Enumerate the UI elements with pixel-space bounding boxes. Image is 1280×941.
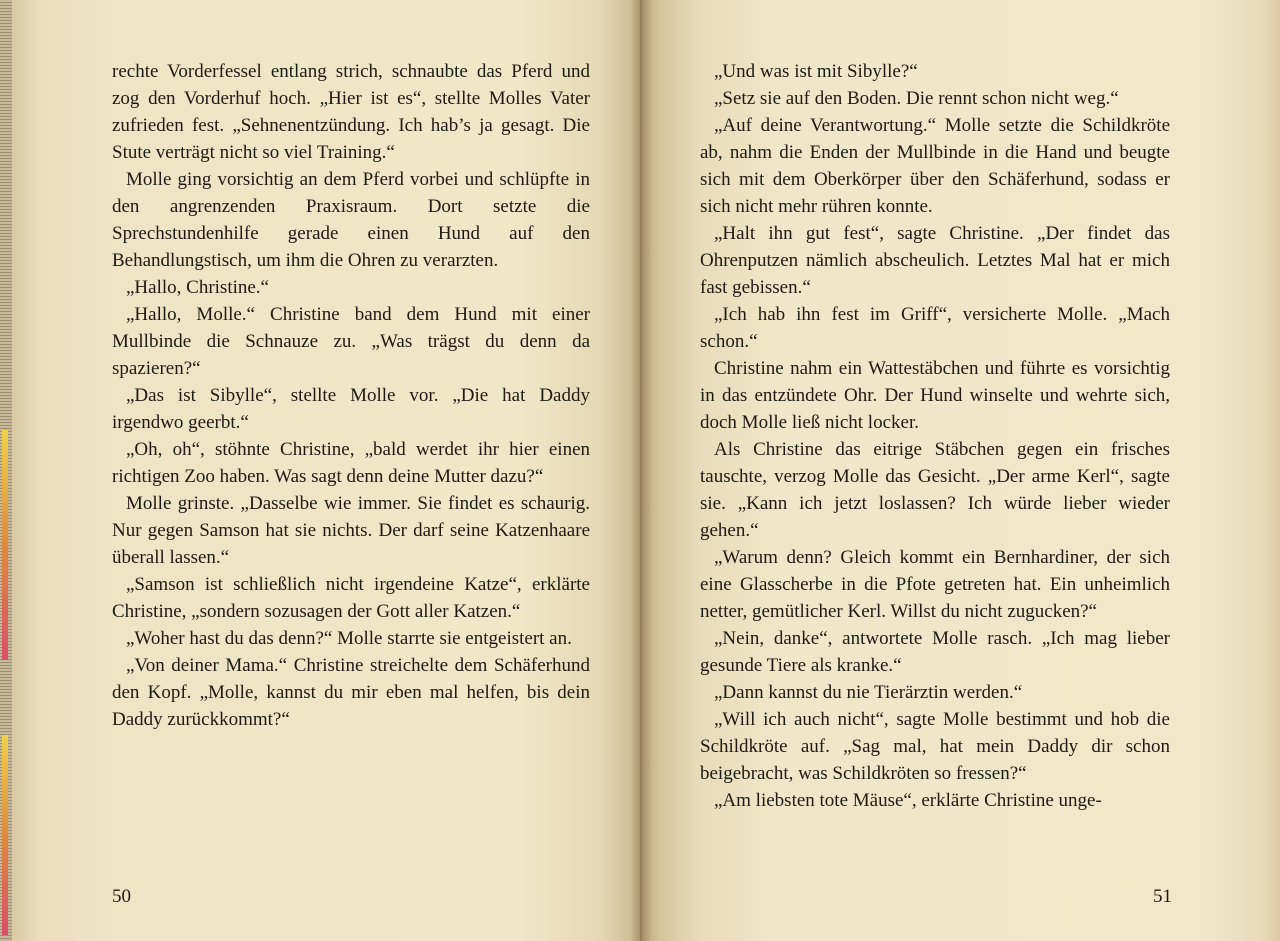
paragraph: „Woher hast du das denn?“ Molle starrte sie entgeistert an. — [126, 628, 572, 649]
colored-page-edge-marker — [2, 430, 8, 660]
right-page — [640, 0, 1280, 941]
paragraph: „Setz sie auf den Boden. Die rennt schon nicht weg.“ — [714, 88, 1119, 109]
book-gutter — [630, 0, 652, 941]
paragraph: „Samson ist schließlich nicht irgendeine Katze“, erklärte Christine, „sondern sozusagen der Gott aller Katzen.“ — [112, 574, 590, 622]
colored-page-edge-marker — [2, 735, 8, 935]
page-number: 50 — [112, 886, 131, 907]
paragraph: Christine nahm ein Wattestäbchen und führte es vorsichtig in das entzündete Ohr. Der Hund winselte und wehrte sich, doch Molle ließ nicht locker. — [700, 358, 1170, 433]
page-number: 51 — [1153, 886, 1172, 907]
paragraph: „Dann kannst du nie Tierärztin werden.“ — [714, 682, 1023, 703]
paragraph: Molle ging vorsichtig an dem Pferd vorbei und schlüpfte in den angrenzenden Praxisraum. Dort setzte die Sprechstundenhilfe gerade einen Hund auf den Behandlungstisch, um ihm die Ohren zu verarzten. — [112, 169, 590, 271]
paragraph: „Warum denn? Gleich kommt ein Bernhardiner, der sich eine Glasscherbe in die Pfote getreten hat. Ein unheimlich netter, gemütlicher Kerl. Willst du nicht zugucken?“ — [700, 547, 1170, 622]
paragraph: „Oh, oh“, stöhnte Christine, „bald werdet ihr hier einen richtigen Zoo haben. Was sagt denn deine Mutter dazu?“ — [112, 439, 590, 487]
paragraph: rechte Vorderfessel entlang strich, schnaubte das Pferd und zog den Vorderhuf hoch. „Hier ist es“, stellte Molles Vater zufrieden fest. „Sehnenentzündung. Ich hab’s ja gesagt. Die Stute verträgt nicht so viel Training.“ — [112, 61, 590, 163]
paragraph: „Nein, danke“, antwortete Molle rasch. „Ich mag lieber gesunde Tiere als kranke.“ — [700, 628, 1170, 676]
paragraph: „Am liebsten tote Mäuse“, erklärte Christine unge- — [714, 790, 1102, 811]
paragraph: „Von deiner Mama.“ Christine streichelte dem Schäferhund den Kopf. „Molle, kannst du mir eben mal helfen, bis dein Daddy zurückkommt?“ — [112, 655, 590, 730]
paragraph: „Auf deine Verantwortung.“ Molle setzte die Schildkröte ab, nahm die Enden der Mullbinde in die Hand und beugte sich mit dem Oberkörper über den Schäferhund, sodass er sich nicht mehr rühren konnte. — [700, 115, 1170, 217]
paragraph: „Will ich auch nicht“, sagte Molle bestimmt und hob die Schildkröte auf. „Sag mal, hat mein Daddy dir schon beigebracht, was Schildkröten so fressen?“ — [700, 709, 1170, 784]
page-edge-stack — [0, 0, 12, 941]
paragraph: „Ich hab ihn fest im Griff“, versicherte Molle. „Mach schon.“ — [700, 304, 1170, 352]
left-page-text — [112, 58, 590, 733]
paragraph: „Und was ist mit Sibylle?“ — [714, 61, 918, 82]
paragraph: „Das ist Sibylle“, stellte Molle vor. „Die hat Daddy irgendwo geerbt.“ — [112, 385, 590, 433]
paragraph: „Hallo, Molle.“ Christine band dem Hund mit einer Mullbinde die Schnauze zu. „Was trägst du denn da spazieren?“ — [112, 304, 590, 379]
paragraph: Molle grinste. „Dasselbe wie immer. Sie findet es schaurig. Nur gegen Samson hat sie nichts. Der darf seine Katzenhaare überall lassen.“ — [112, 493, 590, 568]
paragraph: „Hallo, Christine.“ — [126, 277, 269, 298]
paragraph: Als Christine das eitrige Stäbchen gegen ein frisches tauschte, verzog Molle das Gesicht. „Der arme Kerl“, sagte sie. „Kann ich jetzt loslassen? Ich würde lieber wieder gehen.“ — [700, 439, 1170, 541]
right-page-text — [700, 58, 1170, 814]
paragraph: „Halt ihn gut fest“, sagte Christine. „Der findet das Ohrenputzen nämlich abscheulich. Letztes Mal hat er mich fast gebissen.“ — [700, 223, 1170, 298]
